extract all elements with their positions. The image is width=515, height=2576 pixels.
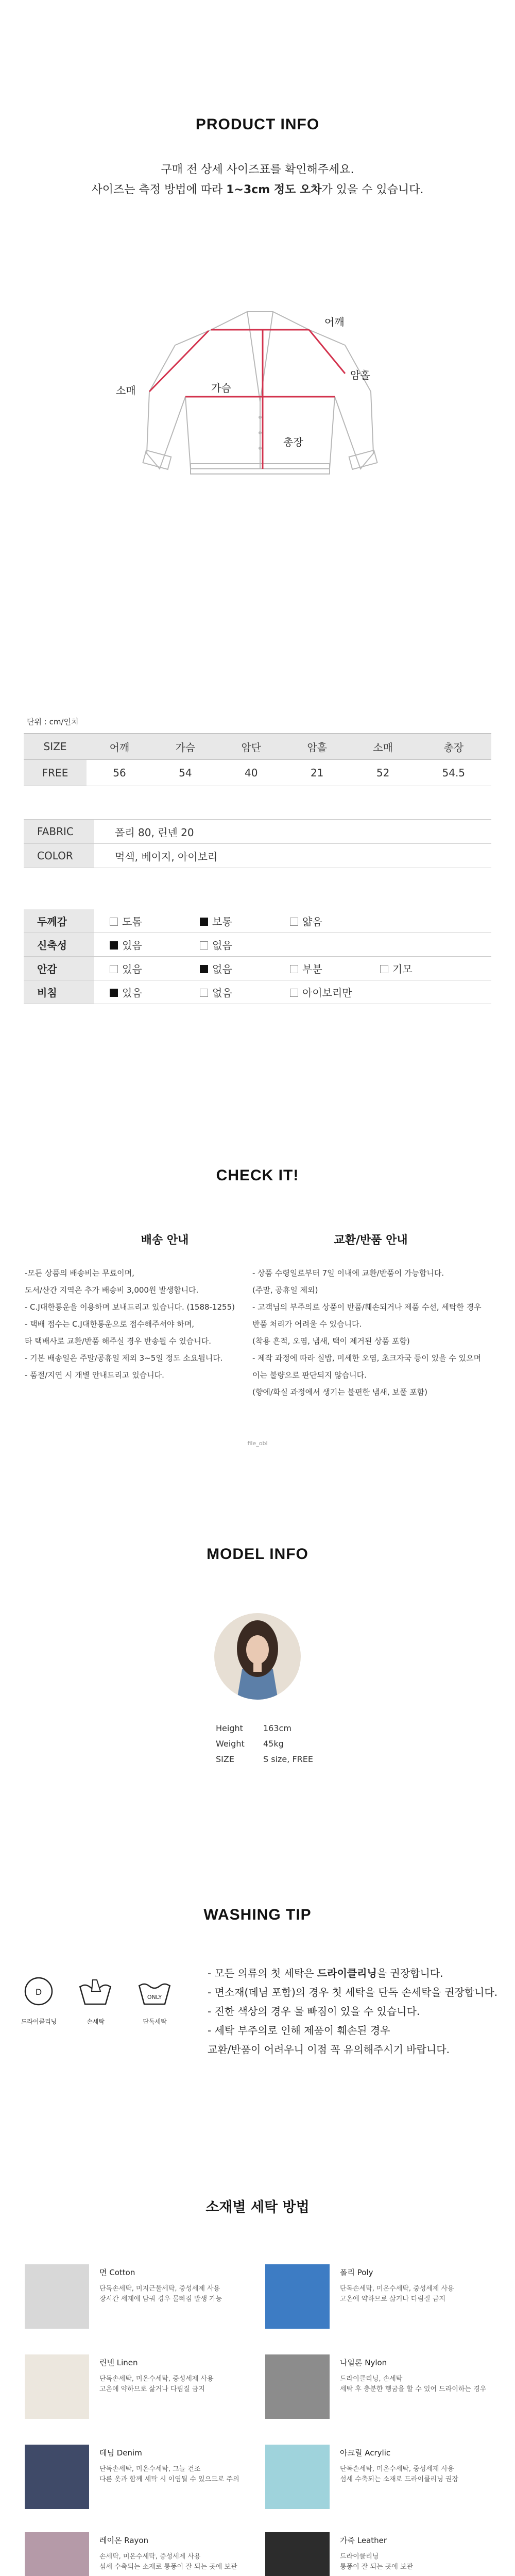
list-item: - 품절/지연 시 개별 안내드리고 있습니다.	[25, 1370, 164, 1380]
fabric-swatch	[265, 2532, 330, 2576]
label-armhole: 암홀	[350, 369, 370, 381]
material-desc: 통풍이 잘 되는 곳에 보관	[340, 2563, 414, 2571]
check-option-label: 없음	[212, 963, 232, 975]
delivery-title: 배송 안내	[141, 1234, 189, 1247]
unchecked-box-icon	[200, 941, 208, 950]
model-photo	[214, 1613, 301, 1700]
list-item: (착용 흔적, 오염, 냄새, 택이 제거된 상품 포함)	[252, 1336, 410, 1346]
washing-tip-title: WASHING TIP	[203, 1906, 312, 1923]
fabric-swatch	[265, 2264, 330, 2329]
checked-box-icon	[200, 965, 208, 973]
check-option	[110, 961, 200, 976]
check-row	[24, 909, 491, 933]
check-row	[24, 933, 491, 957]
table-cell: FREE	[24, 760, 87, 786]
material-desc: 단독손세탁, 미온수세탁, 중성세제 사용	[340, 2285, 454, 2293]
check-row	[24, 957, 491, 980]
list-item: 반품 처리가 어려울 수 있습니다.	[252, 1319, 362, 1329]
hand-wash-label: 손세탁	[87, 2018, 105, 2025]
check-option	[290, 961, 380, 976]
fabric-table	[24, 819, 491, 868]
material-desc: 섬세 수축되는 소재로 통풍이 잘 되는 곳에 보관	[99, 2563, 237, 2571]
table-cell: 52	[350, 760, 416, 786]
unchecked-box-icon	[290, 965, 298, 973]
header-cell: SIZE	[24, 734, 87, 760]
check-row-label: 신축성	[24, 933, 94, 957]
size-label: SIZE	[216, 1754, 234, 1764]
material-desc: 손세탁, 미온수세탁, 중성세제 사용	[99, 2553, 201, 2561]
list-item: 타 택배사로 교환/반품 해주실 경우 반송될 수 있습니다.	[25, 1336, 211, 1346]
check-option	[110, 913, 200, 928]
fabric-swatch	[265, 2445, 330, 2509]
unchecked-box-icon	[110, 918, 118, 926]
product-info-line2: 사이즈는 측정 방법에 따라 1~3cm 정도 오차가 있을 수 있습니다.	[91, 183, 424, 196]
product-info-title: PRODUCT INFO	[195, 116, 320, 133]
list-item: (향에/화실 과정에서 생기는 불편한 냄새, 보풀 포함)	[252, 1387, 427, 1397]
fabric-swatch	[25, 2532, 89, 2576]
dry-clean-icon	[23, 1976, 54, 2007]
check-it-title: CHECK IT!	[216, 1167, 299, 1184]
material-desc: 다른 옷과 함께 세탁 시 이염될 수 있으므로 주의	[99, 2476, 239, 2483]
material-name: 가죽 Leather	[340, 2536, 387, 2545]
fabric-value: 폴리 80, 린넨 20	[94, 820, 491, 844]
check-table	[24, 909, 491, 1004]
list-item: - 기본 배송일은 주말/공휴일 제외 3~5일 정도 소요됩니다.	[25, 1353, 223, 1363]
fabric-swatch	[25, 2445, 89, 2509]
unchecked-box-icon	[290, 989, 298, 997]
list-item: -모든 상품의 배송비는 무료이며,	[25, 1268, 134, 1278]
size-table-header	[24, 734, 491, 760]
material-desc: 드라이클리닝, 손세탁	[340, 2375, 403, 2383]
check-option-label: 도톰	[122, 916, 142, 928]
check-option-label: 없음	[212, 939, 232, 952]
check-option	[200, 985, 290, 999]
material-name: 아크릴 Acrylic	[340, 2448, 391, 2458]
checked-box-icon	[110, 941, 118, 950]
material-name: 레이온 Rayon	[99, 2536, 149, 2545]
unchecked-box-icon	[110, 965, 118, 973]
height-label: Height	[216, 1723, 243, 1733]
table-cell: 56	[87, 760, 152, 786]
unchecked-box-icon	[380, 965, 388, 973]
header-cell: 암홀	[284, 734, 350, 760]
model-stats	[216, 1721, 313, 1767]
check-option	[380, 961, 470, 976]
header-cell: 가슴	[152, 734, 218, 760]
list-item: (주말, 공휴일 제외)	[252, 1285, 318, 1295]
table-cell: 54.5	[416, 760, 491, 786]
color-label: COLOR	[24, 844, 94, 868]
check-option	[110, 985, 200, 999]
list-item: 이는 불량으로 판단되지 않습니다.	[252, 1370, 367, 1380]
check-option-label: 있음	[122, 987, 142, 999]
material-desc: 고온에 약하므로 삶거나 다림질 금지	[99, 2385, 205, 2393]
material-desc: 드라이클리닝	[340, 2553, 379, 2561]
wash-separately-label: 단독세탁	[143, 2018, 167, 2025]
material-desc: 고온에 약하므로 삶거나 다림질 금지	[340, 2295, 445, 2303]
material-desc: 단독손세탁, 미온수세탁, 중성세제 사용	[99, 2375, 214, 2383]
list-item: - 고객님의 부주의로 상품이 반품/훼손되거나 제품 수선, 세탁한 경우	[252, 1302, 482, 1312]
unchecked-box-icon	[200, 989, 208, 997]
list-item: 도서/산간 지역은 추가 배송비 3,000원 발생합니다.	[25, 1285, 199, 1295]
wash-separately-icon	[136, 1976, 173, 2007]
check-option-label: 기모	[392, 963, 413, 975]
table-cell: 21	[284, 760, 350, 786]
check-row-label: 두께감	[24, 909, 94, 933]
fabric-label: FABRIC	[24, 820, 94, 844]
check-option	[110, 937, 200, 952]
list-item: - 제작 과정에 따라 실밥, 미세한 오염, 초크자국 등이 있을 수 있으며	[252, 1353, 482, 1363]
list-item: - C.J대한통운을 이용하며 보내드리고 있습니다. (1588-1255)	[25, 1302, 235, 1312]
list-item: - 상품 수령일로부터 7일 이내에 교환/반품이 가능합니다.	[252, 1268, 444, 1278]
product-info-line1: 구매 전 상세 사이즈표를 확인해주세요.	[161, 163, 354, 176]
check-row	[24, 980, 491, 1004]
weight-label: Weight	[216, 1739, 245, 1749]
header-cell: 어깨	[87, 734, 152, 760]
washing-tip-text: - 모든 의류의 첫 세탁은 드라이클리닝을 권장합니다. - 면소재(데님 포함)의 경우 첫 세탁을 단독 손세탁을 권장합니다. - 진한 색상의 경우 물 빠짐이 있을 수 있습니다. - 세탁 부주의로 인해 제품이 훼손된 경우 교환/반품이 어려우니 이점 꼭 유의해주시기 바랍니다.	[208, 1967, 498, 2056]
check-option-label: 있음	[122, 939, 142, 952]
weight-value: 45kg	[263, 1739, 284, 1749]
unchecked-box-icon	[290, 918, 298, 926]
check-option	[200, 913, 290, 928]
material-desc: 장시간 세제에 담궈 경우 물빠짐 발생 가능	[99, 2295, 222, 2303]
size-table	[24, 733, 491, 786]
check-option	[290, 913, 380, 928]
table-cell: 40	[218, 760, 284, 786]
size-diagram	[93, 268, 422, 510]
check-it-note: file_obl	[247, 1440, 268, 1447]
svg-text:ONLY: ONLY	[147, 1994, 162, 2001]
size-value: S size, FREE	[263, 1754, 313, 1764]
check-option-label: 아이보리만	[302, 987, 352, 999]
check-option-label: 없음	[212, 987, 232, 999]
table-row	[24, 760, 491, 786]
material-name: 데님 Denim	[99, 2448, 142, 2458]
check-option	[200, 961, 290, 976]
delivery-list	[25, 1265, 251, 1384]
checked-box-icon	[110, 989, 118, 997]
check-option-label: 보통	[212, 916, 232, 928]
exchange-list	[252, 1265, 494, 1401]
exchange-title: 교환/반품 안내	[334, 1234, 408, 1247]
table-cell: 54	[152, 760, 218, 786]
label-length: 총장	[283, 436, 303, 448]
height-value: 163cm	[263, 1723, 291, 1733]
check-option-label: 얇음	[302, 916, 322, 928]
check-row-label: 안감	[24, 957, 94, 980]
material-name: 폴리 Poly	[340, 2268, 373, 2277]
material-name: 린넨 Linen	[99, 2358, 138, 2367]
unit-note: 단위 : cm/인치	[27, 717, 79, 726]
material-desc: 단독손세탁, 미온수세탁, 중성세제 사용	[340, 2465, 454, 2473]
dry-clean-label: 드라이클리닝	[21, 2018, 57, 2025]
label-chest: 가슴	[211, 382, 231, 394]
header-cell: 암단	[218, 734, 284, 760]
fabric-swatch	[265, 2354, 330, 2419]
hand-wash-icon	[77, 1976, 113, 2007]
list-item: - 택배 접수는 C.J대한통운으로 접수해주셔야 하며,	[25, 1319, 194, 1329]
material-desc: 단독손세탁, 미온수세탁, 그늘 건조	[99, 2465, 201, 2473]
fabric-swatch	[25, 2264, 89, 2329]
material-desc: 세탁 후 충분한 헹굼을 할 수 있어 드라이하는 경우	[340, 2385, 487, 2393]
check-option	[290, 985, 380, 999]
color-value: 먹색, 베이지, 아이보리	[94, 844, 491, 868]
fabric-swatch	[25, 2354, 89, 2419]
material-name: 나일론 Nylon	[340, 2358, 387, 2367]
header-cell: 총장	[416, 734, 491, 760]
material-desc: 단독손세탁, 미지근물세탁, 중성세제 사용	[99, 2285, 220, 2293]
model-info-title: MODEL INFO	[207, 1546, 308, 1563]
check-row-label: 비침	[24, 980, 94, 1004]
material-desc: 섬세 수축되는 소재로 드라이클리닝 권장	[340, 2476, 459, 2483]
check-option	[200, 937, 290, 952]
check-option-label: 부분	[302, 963, 322, 975]
svg-text:D: D	[35, 1987, 42, 1997]
label-sleeve: 소매	[116, 384, 136, 397]
header-cell: 소매	[350, 734, 416, 760]
checked-box-icon	[200, 918, 208, 926]
label-shoulder: 어깨	[324, 316, 345, 328]
materials-title: 소재별 세탁 방법	[205, 2199, 310, 2215]
material-name: 면 Cotton	[99, 2268, 135, 2277]
check-option-label: 있음	[122, 963, 142, 975]
